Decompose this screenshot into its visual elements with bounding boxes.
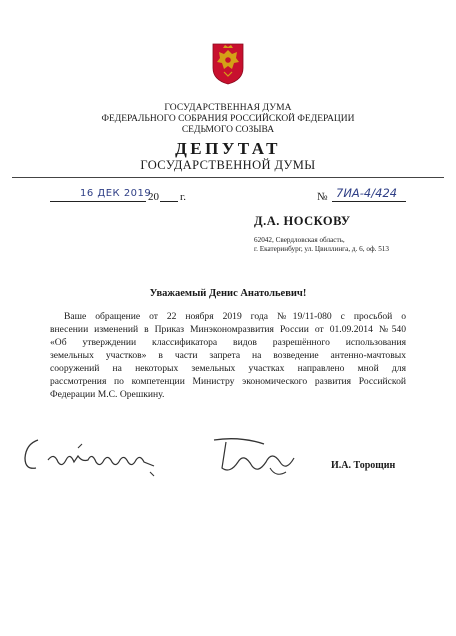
date-underline	[50, 201, 146, 202]
signatory-name: И.А. Торощин	[331, 460, 396, 471]
document-number: 7ИА-4/424	[336, 186, 398, 200]
body-line: внесении изменений в Приказ Минэкономразвития России от 01.09.2014 №540	[50, 324, 406, 335]
date-stamp: 16 ДЕК 2019	[80, 188, 152, 199]
body-line: Ваше обращение от 22 ноября 2019 года №19/11-080 с просьбой о	[64, 311, 406, 322]
signature-mark	[200, 432, 310, 482]
body-line: «Об утверждении классификатора видов разрешённого использования	[50, 337, 406, 348]
header-subtitle: ГОСУДАРСТВЕННОЙ ДУМЫ	[140, 158, 316, 172]
coat-of-arms-icon	[211, 42, 245, 86]
header-line-2: ФЕДЕРАЛЬНОГО СОБРАНИЯ РОССИЙСКОЙ ФЕДЕРАЦИИ	[101, 114, 355, 124]
year-prefix: 20	[148, 191, 159, 203]
handwritten-closing	[18, 432, 168, 482]
number-underline	[332, 201, 406, 202]
addressee-name: Д.А. НОСКОВУ	[254, 214, 351, 228]
year-underline	[160, 201, 178, 202]
body-line: земельных участков» в части запрета на возведение антенно-мачтовых	[50, 350, 406, 361]
addressee-address-line-1: 62042, Свердловская область,	[254, 236, 345, 244]
number-mark: №	[317, 191, 328, 203]
header-line-3: СЕДЬМОГО СОЗЫВА	[181, 125, 275, 135]
salutation: Уважаемый Денис Анатольевич!	[149, 288, 307, 299]
header-divider	[12, 177, 444, 178]
header-line-1: ГОСУДАРСТВЕННАЯ ДУМА	[164, 103, 292, 113]
addressee-address-line-2: г. Екатеринбург, ул. Цвиллинга, д. 6, оф. 513	[254, 245, 389, 253]
body-line: сооружений на некоторых земельных участках направлено мной для	[50, 363, 406, 374]
body-line: рассмотрения по компетенции Министру экономического развития Российской	[50, 376, 406, 387]
header-title: ДЕПУТАТ	[175, 139, 281, 158]
body-line: Федерации М.С. Орешкину.	[50, 389, 165, 400]
year-suffix: г.	[180, 191, 187, 203]
